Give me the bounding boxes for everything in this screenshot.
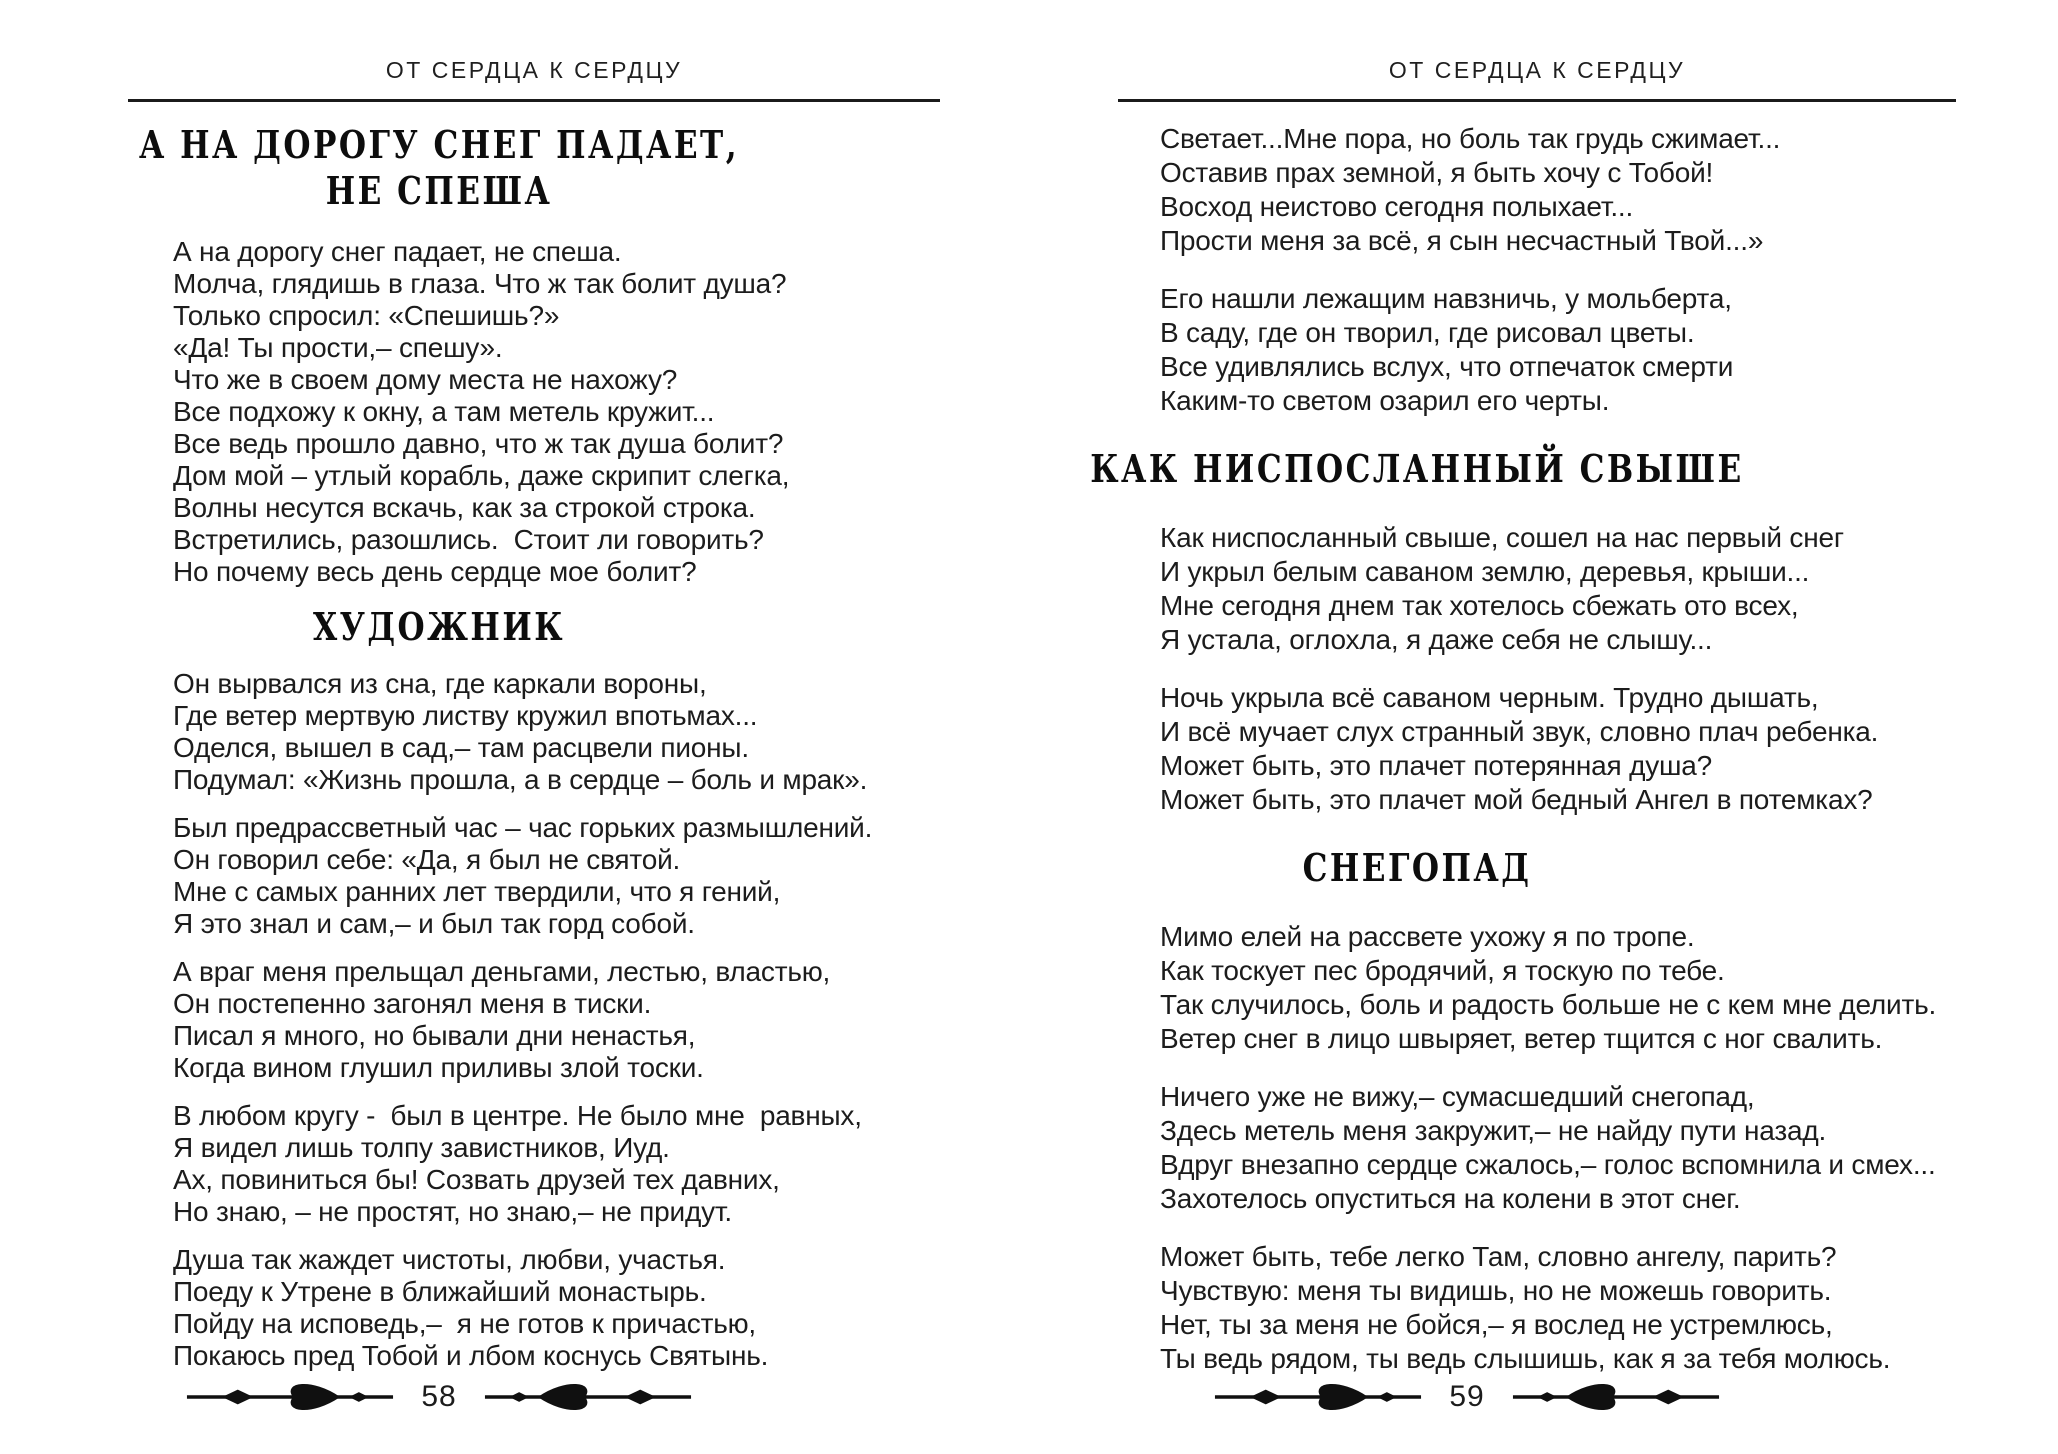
stanza [1160,122,1956,258]
poem-line: Мне сегодня днем так хотелось сбежать ото всех, [1160,590,1799,621]
poem-title-line: А НА ДОРОГУ СНЕГ ПАДАЕТ, [138,122,740,167]
poem-line: Что же в своем дому места не нахожу? [173,364,678,395]
poem-line: Волны несутся вскачь, как за строкой строка. [173,492,756,523]
poem-line: Я видел лишь толпу завистников, Иуд. [173,1132,670,1163]
poem-title [128,604,940,650]
poem-line: Встретились, разошлись. Стоит ли говорить? [173,524,764,555]
poem-title [128,122,940,214]
poem-line: Захотелось опуститься на колени в этот снег. [1160,1183,1741,1214]
poem-line: И укрыл белым саваном землю, деревья, крыши... [1160,556,1810,587]
poem-line: В любом кругу - был в центре. Не было мне равных, [173,1100,862,1131]
stanza [173,236,940,588]
poem-line: Но почему весь день сердце мое болит? [173,556,697,587]
poem-line: Я это знал и сам,– и был так горд собой. [173,908,695,939]
poem-line: А на дорогу снег падает, не спеша. [173,236,622,267]
poem-title [1118,845,1956,891]
poem-line: Когда вином глушил приливы злой тоски. [173,1052,704,1083]
poem-title [1090,446,1956,492]
poem-line: А враг меня прельщал деньгами, лестью, властью, [173,956,831,987]
page-number: 58 [421,1380,457,1413]
stanza [1160,1240,1956,1376]
poem-line: Восход неистово сегодня полыхает... [1160,191,1634,222]
poem-line: Он постепенно загонял меня в тиски. [173,988,652,1019]
poem-line: Прости меня за всё, я сын несчастный Твой...» [1160,225,1764,256]
poem-line: Молча, глядишь в глаза. Что ж так болит душа? [173,268,787,299]
poem-line: Был предрассветный час – час горьких размышлений. [173,812,873,843]
stanza [1160,920,1956,1056]
poem-line: Только спросил: «Спешишь?» [173,300,560,331]
poem-line: Каким-то светом озарил его черты. [1160,385,1610,416]
poem-line: Оставив прах земной, я быть хочу с Тобой! [1160,157,1714,188]
right-page [1090,0,1956,1454]
poem-line: Но знаю, – не простят, но знаю,– не придут. [173,1196,732,1227]
left-page [128,0,940,1454]
poem-line: Может быть, это плачет потерянная душа? [1160,750,1713,781]
poem-line: Здесь метель меня закружит,– не найду пути назад. [1160,1115,1827,1146]
poem-line: Все ведь прошло давно, что ж так душа болит? [173,428,784,459]
stanza [173,956,940,1084]
poem-line: В саду, где он творил, где рисовал цветы. [1160,317,1695,348]
poem-line: Мимо елей на рассвете ухожу я по тропе. [1160,921,1695,952]
poem-line: «Да! Ты прости,– спешу». [173,332,503,363]
poem-line: Дом мой – утлый корабль, даже скрипит слегка, [173,460,790,491]
poem-line: Оделся, вышел в сад,– там расцвели пионы. [173,732,749,763]
stanza [173,1244,940,1372]
poem-line: Может быть, тебе легко Там, словно ангелу, парить? [1160,1241,1837,1272]
poem-line: Нет, ты за меня не бойся,– я вослед не устремлюсь, [1160,1309,1833,1340]
stanza [173,1100,940,1228]
fleur-divider-left-icon [1213,1382,1423,1412]
poem-line: Он говорил себе: «Да, я был не святой. [173,844,681,875]
running-header: ОТ СЕРДЦА К СЕРДЦУ [1118,56,1956,102]
poem-line: Все удивлялись вслух, что отпечаток смерти [1160,351,1734,382]
poem-line: Мне с самых ранних лет твердили, что я гений, [173,876,781,907]
poem-line: Я устала, оглохла, я даже себя не слышу... [1160,624,1713,655]
poem-line: Пойду на исповедь,– я не готов к причастью, [173,1308,757,1339]
poem-line: Светает...Мне пора, но боль так грудь сжимает... [1160,123,1781,154]
page-number: 59 [1449,1380,1485,1413]
poem-line: Ты ведь рядом, ты ведь слышишь, как я за тебя молюсь. [1160,1343,1891,1374]
fleur-divider-left-icon [185,1382,395,1412]
stanza [1160,521,1956,657]
poem-title-line: КАК НИСПОСЛАННЫЙ СВЫШЕ [1090,446,1744,491]
poem-line: Душа так жаждет чистоты, любви, участья. [173,1244,726,1275]
poem-line: Чувствую: меня ты видишь, но не можешь говорить. [1160,1275,1832,1306]
running-header: ОТ СЕРДЦА К СЕРДЦУ [128,56,940,102]
stanza [1160,681,1956,817]
stanza [173,812,940,940]
poem-line: Может быть, это плачет мой бедный Ангел в потемках? [1160,784,1873,815]
stanza [1160,1080,1956,1216]
stanza [173,668,940,796]
poem-line: Подумал: «Жизнь прошла, а в сердце – боль и мрак». [173,764,868,795]
fleur-divider-right-icon [483,1382,693,1412]
poem-line: Ветер снег в лицо швыряет, ветер тщится с ног свалить. [1160,1023,1883,1054]
poem-line: Он вырвался из сна, где каркали вороны, [173,668,707,699]
poem-line: Писал я много, но бывали дни ненастья, [173,1020,696,1051]
poem-title-line: СНЕГОПАД [1302,845,1532,890]
poem-line: Покаюсь пред Тобой и лбом коснусь Святынь. [173,1340,769,1371]
poem-line: Вдруг внезапно сердце сжалось,– голос вспомнила и смех... [1160,1149,1936,1180]
right-page-body [1090,122,1956,1400]
poem-line: Как тоскует пес бродячий, я тоскую по тебе. [1160,955,1725,986]
poem-line: Где ветер мертвую листву кружил впотьмах... [173,700,758,731]
poem-title-line: НЕ СПЕША [325,168,553,213]
left-page-body [128,120,940,1388]
stanza [1160,282,1956,418]
poem-title-line: ХУДОЖНИК [312,604,566,649]
poem-line: Его нашли лежащим навзничь, у мольберта, [1160,283,1732,314]
poem-line: Ничего уже не вижу,– сумасшедший снегопад, [1160,1081,1755,1112]
poem-line: Все подхожу к окну, а там метель кружит... [173,396,715,427]
poem-line: Так случилось, боль и радость больше не с кем мне делить. [1160,989,1937,1020]
poem-line: Как ниспосланный свыше, сошел на нас первый снег [1160,522,1844,553]
poem-line: Поеду к Утрене в ближайший монастырь. [173,1276,707,1307]
poem-line: Ночь укрыла всё саваном черным. Трудно дышать, [1160,682,1819,713]
poem-line: И всё мучает слух странный звук, словно плач ребенка. [1160,716,1879,747]
poem-line: Ах, повиниться бы! Созвать друзей тех давних, [173,1164,780,1195]
left-page-footer [33,1380,845,1414]
fleur-divider-right-icon [1511,1382,1721,1412]
right-page-footer [1048,1380,1886,1414]
